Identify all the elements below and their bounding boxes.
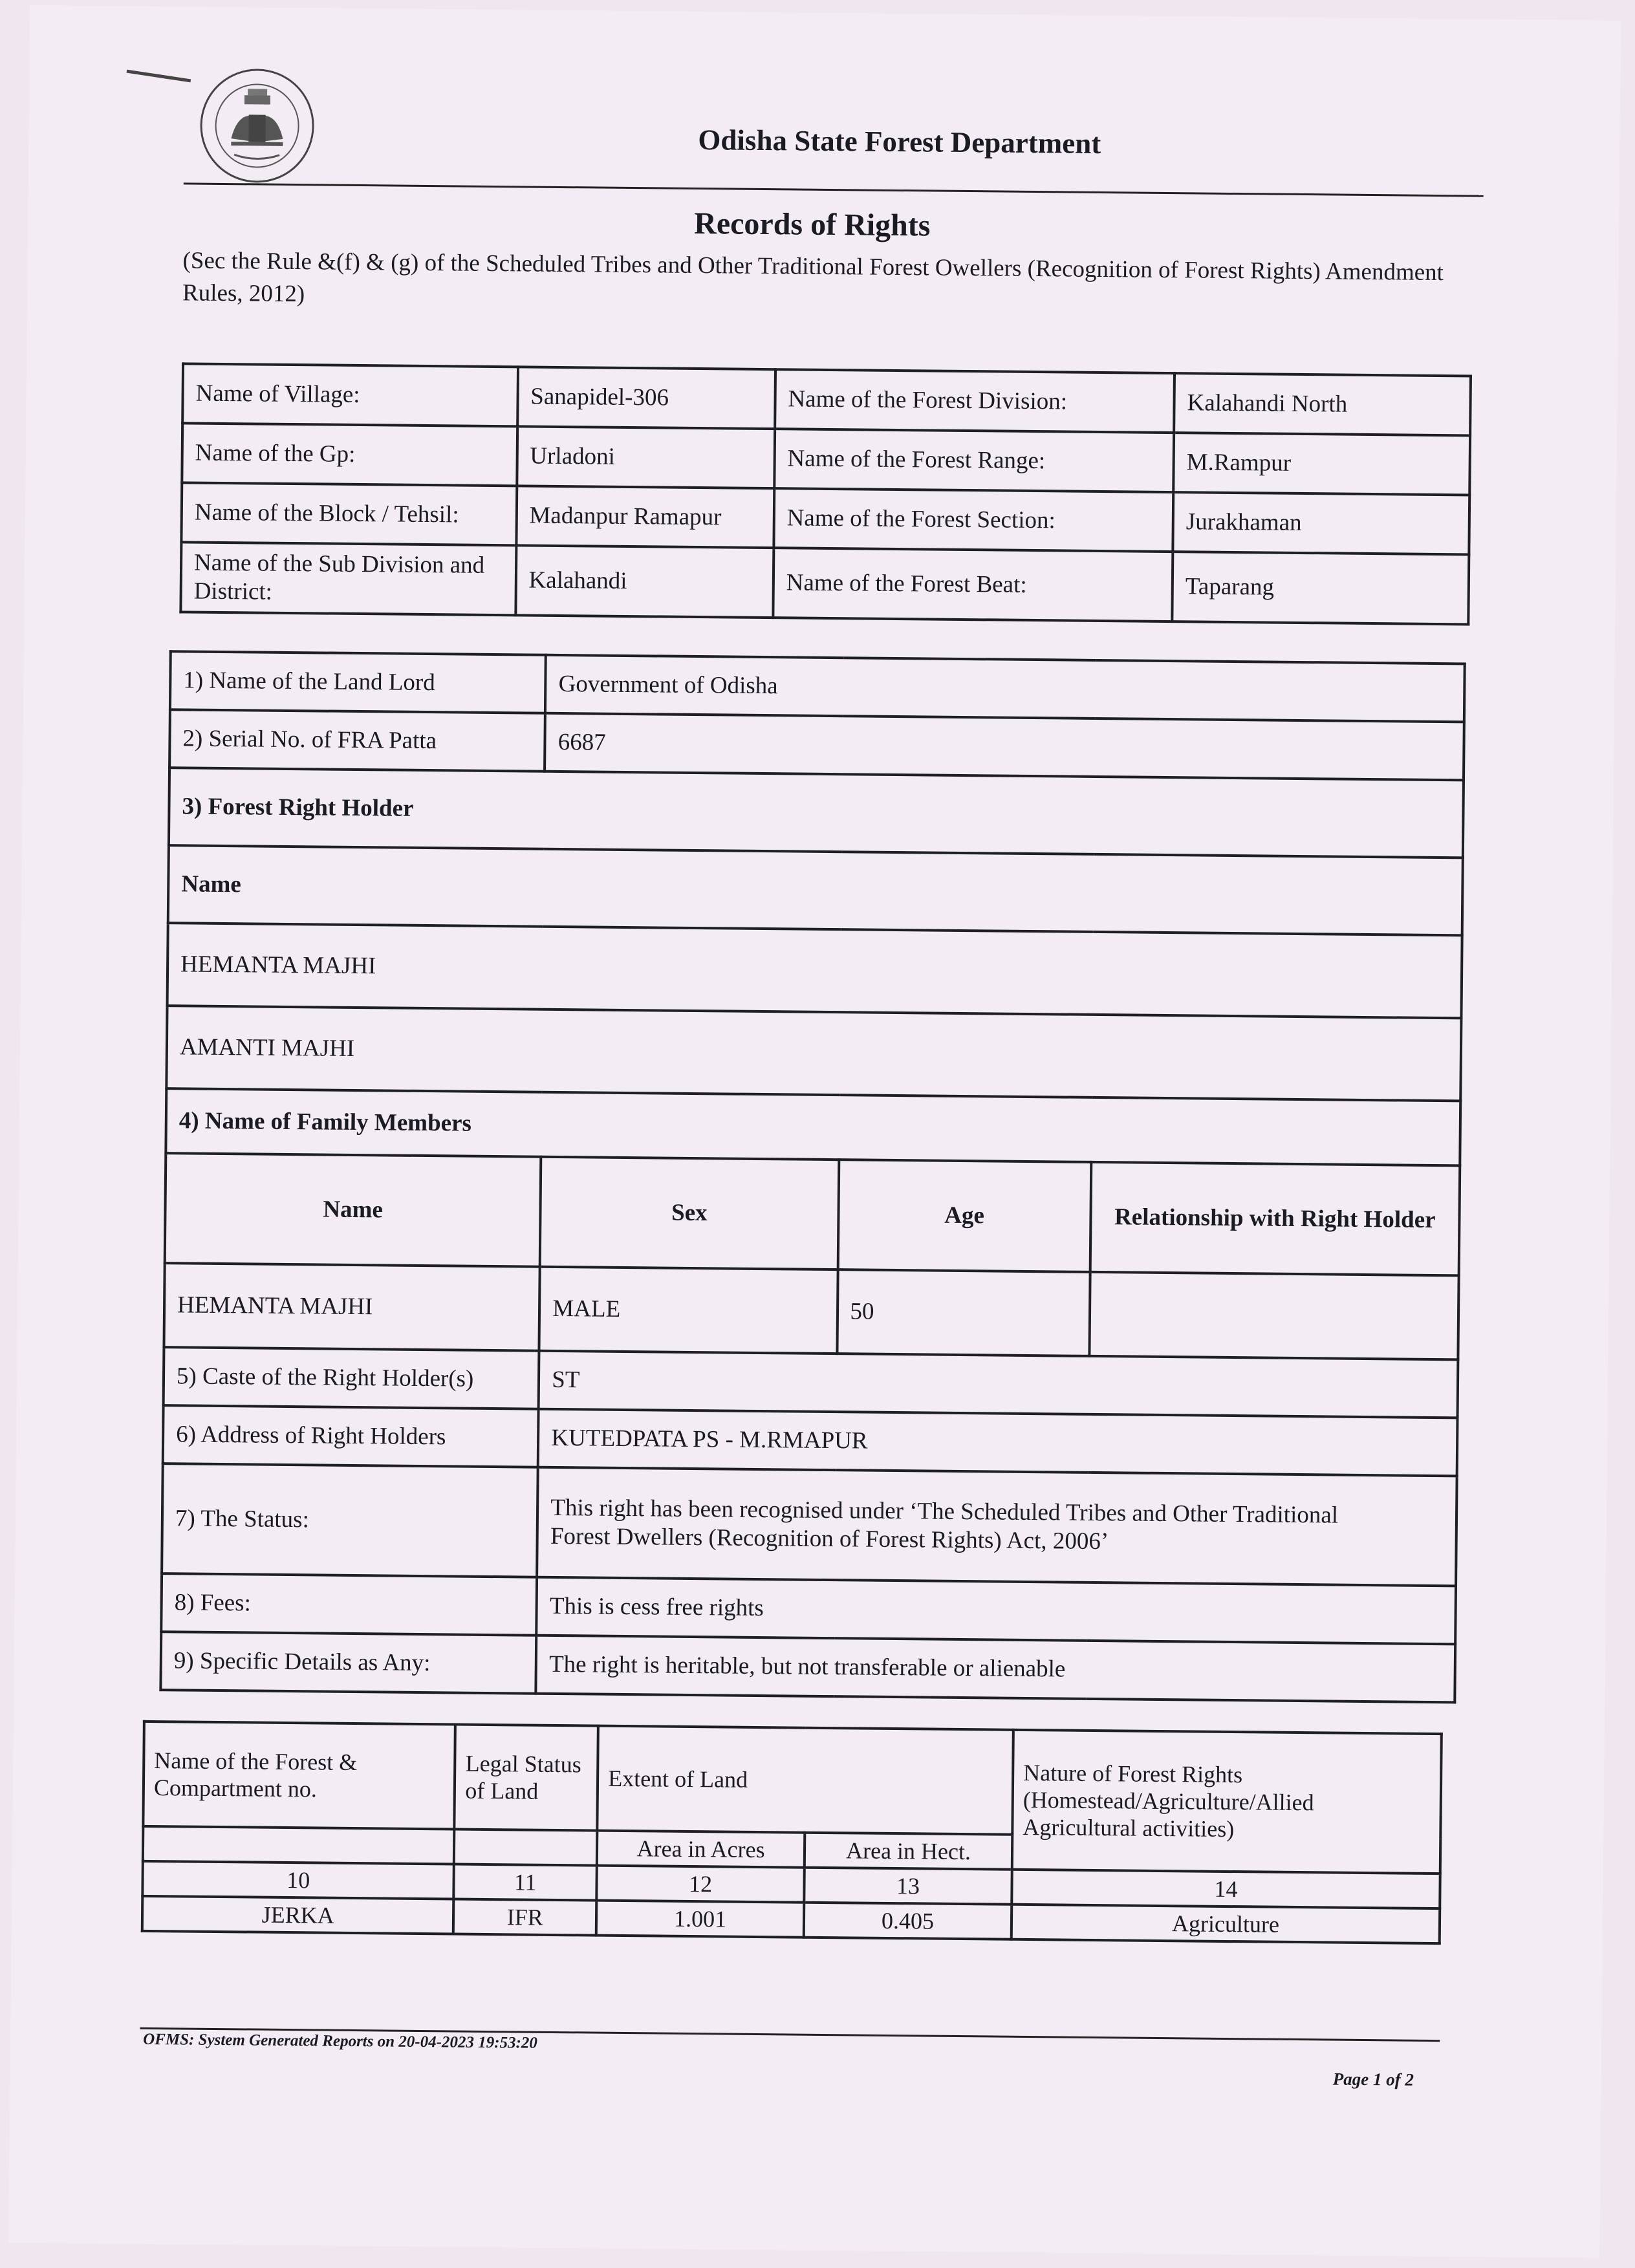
document-page bbox=[8, 5, 1621, 2258]
location-table bbox=[179, 362, 1472, 625]
status-line: This right has been recognised under ‘The Scheduled Tribes and Other Traditional bbox=[550, 1494, 1339, 1529]
status-label: 7) The Status: bbox=[162, 1463, 538, 1577]
patta-label: 2) Serial No. of FRA Patta bbox=[169, 709, 545, 772]
col-area-acres: Area in Acres bbox=[597, 1831, 805, 1868]
forest-division-label: Name of the Forest Division: bbox=[775, 369, 1175, 433]
family-member-name: HEMANTA MAJHI bbox=[164, 1263, 540, 1351]
table-row bbox=[165, 1153, 1460, 1275]
holder-heading: 3) Forest Right Holder bbox=[169, 768, 1464, 858]
forest-beat-value: Taparang bbox=[1172, 552, 1469, 624]
address-value: KUTEDPATA PS - M.RMAPUR bbox=[538, 1409, 1458, 1476]
col-extent-of-land: Extent of Land bbox=[597, 1726, 1013, 1835]
caste-value: ST bbox=[539, 1351, 1458, 1418]
area-hect-value: 0.405 bbox=[804, 1903, 1012, 1939]
forest-beat-label: Name of the Forest Beat: bbox=[773, 548, 1173, 621]
gp-value: Urladoni bbox=[517, 426, 775, 488]
holder-name-heading: Name bbox=[168, 845, 1463, 935]
family-col-name: Name bbox=[165, 1153, 541, 1267]
table-row bbox=[166, 1088, 1460, 1165]
details-value: The right is heritable, but not transferable or alienable bbox=[536, 1636, 1456, 1703]
details-label: 9) Specific Details as Any: bbox=[160, 1632, 536, 1694]
page-number: Page 1 of 2 bbox=[1332, 2069, 1414, 2090]
holder-name: HEMANTA MAJHI bbox=[168, 923, 1462, 1018]
table-row bbox=[166, 1006, 1461, 1101]
column-number: 12 bbox=[596, 1866, 804, 1903]
address-label: 6) Address of Right Holders bbox=[163, 1405, 539, 1467]
family-member-relationship bbox=[1089, 1272, 1459, 1359]
generated-stamp: OFMS: System Generated Reports on 20-04-2023 19:53:20 bbox=[143, 2030, 538, 2052]
family-col-sex: Sex bbox=[540, 1157, 839, 1269]
emblem-drawing bbox=[208, 77, 306, 175]
status-value bbox=[537, 1467, 1456, 1586]
family-heading: 4) Name of Family Members bbox=[166, 1088, 1460, 1165]
table-row bbox=[168, 923, 1462, 1018]
column-number: 10 bbox=[142, 1861, 454, 1899]
land-extent-table bbox=[141, 1720, 1443, 1945]
forest-name-value: JERKA bbox=[142, 1896, 454, 1934]
area-acres-value: 1.001 bbox=[596, 1901, 804, 1938]
column-number: 14 bbox=[1012, 1870, 1440, 1908]
forest-section-label: Name of the Forest Section: bbox=[774, 488, 1173, 552]
subdivision-value: Kalahandi bbox=[515, 545, 774, 618]
rights-record-table bbox=[159, 650, 1466, 1703]
village-label: Name of Village: bbox=[182, 363, 518, 426]
family-member-age: 50 bbox=[837, 1269, 1090, 1356]
legal-status-value: IFR bbox=[453, 1899, 596, 1936]
header-rule bbox=[184, 182, 1484, 197]
col-nature-of-rights: Nature of Forest Rights (Homestead/Agriculture/Allied Agricultural activities) bbox=[1012, 1730, 1442, 1874]
odisha-emblem-icon bbox=[200, 69, 315, 184]
fees-value: This is cess free rights bbox=[536, 1577, 1456, 1645]
table-row bbox=[164, 1263, 1458, 1359]
table-row bbox=[143, 1722, 1441, 1839]
caste-label: 5) Caste of the Right Holder(s) bbox=[164, 1347, 539, 1409]
landlord-label: 1) Name of the Land Lord bbox=[170, 651, 546, 713]
village-value: Sanapidel-306 bbox=[517, 367, 775, 429]
empty-cell bbox=[143, 1826, 455, 1864]
department-name: Odisha State Forest Department bbox=[698, 124, 1101, 160]
family-col-relationship: Relationship with Right Holder bbox=[1090, 1162, 1460, 1275]
landlord-value: Government of Odisha bbox=[545, 655, 1465, 722]
column-number: 11 bbox=[454, 1864, 597, 1901]
status-line: Forest Dwellers (Recognition of Forest Rights) Act, 2006’ bbox=[550, 1522, 1109, 1555]
family-col-age: Age bbox=[838, 1160, 1091, 1272]
block-value: Madanpur Ramapur bbox=[516, 486, 774, 548]
table-row bbox=[162, 1463, 1457, 1586]
col-forest-compartment: Name of the Forest & Compartment no. bbox=[143, 1722, 455, 1830]
page-title: Records of Rights bbox=[693, 206, 931, 243]
forest-range-label: Name of the Forest Range: bbox=[774, 429, 1174, 492]
subdivision-label: Name of the Sub Division and District: bbox=[180, 542, 516, 615]
table-row bbox=[168, 845, 1463, 935]
forest-division-value: Kalahandi North bbox=[1174, 373, 1471, 435]
nature-value: Agriculture bbox=[1012, 1905, 1440, 1943]
patta-value: 6687 bbox=[545, 713, 1464, 781]
forest-range-value: M.Rampur bbox=[1173, 433, 1470, 495]
block-label: Name of the Block / Tehsil: bbox=[181, 482, 517, 545]
col-area-hect: Area in Hect. bbox=[805, 1833, 1012, 1870]
table-row bbox=[169, 768, 1464, 858]
rule-reference: (Sec the Rule &(f) & (g) of the Scheduled Tribes and Other Traditional Forest Owellers (Recognition of Forest Rights) Amendment Rules, 2012) bbox=[182, 247, 1444, 308]
holder-name: AMANTI MAJHI bbox=[166, 1006, 1461, 1101]
table-row bbox=[160, 1632, 1455, 1702]
col-legal-status: Legal Status of Land bbox=[455, 1725, 598, 1831]
table-row bbox=[180, 542, 1469, 624]
pen-mark bbox=[127, 70, 191, 83]
column-number: 13 bbox=[804, 1868, 1012, 1905]
fees-label: 8) Fees: bbox=[161, 1573, 537, 1636]
family-member-sex: MALE bbox=[539, 1267, 838, 1354]
gp-label: Name of the Gp: bbox=[182, 423, 517, 486]
forest-section-value: Jurakhaman bbox=[1173, 492, 1469, 554]
empty-cell bbox=[454, 1830, 597, 1866]
